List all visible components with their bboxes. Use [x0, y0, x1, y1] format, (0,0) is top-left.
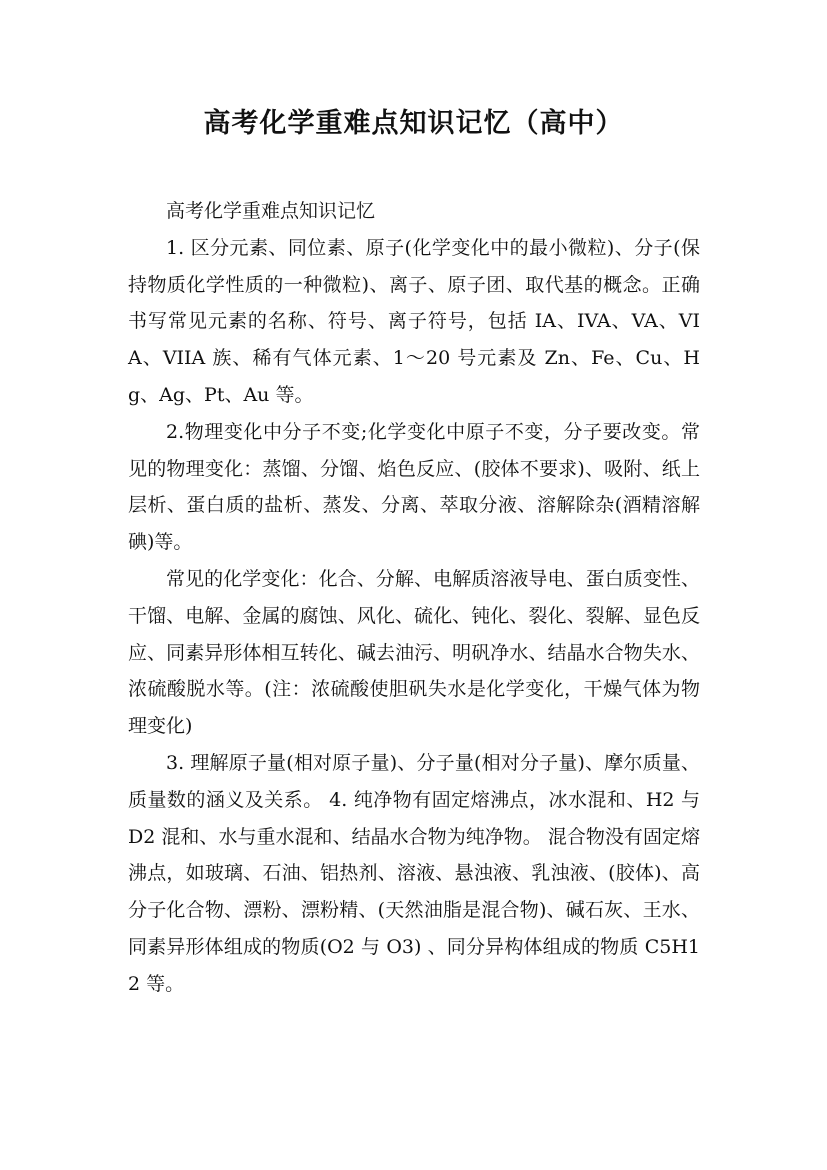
section-heading: 高考化学重难点知识记忆	[166, 200, 376, 222]
document-title: 高考化学重难点知识记忆（高中）	[203, 108, 624, 139]
paragraph-1: 1. 区分元素、同位素、原子(化学变化中的最小微粒)、分子(保持物质化学性质的一种微粒)、离子、原子团、取代基的概念。正确书写常见元素的名称、符号、离子符号，包括 IA、IVA、VA、VIA、VIIA 族、稀有气体元素、1～20 号元素及 Zn、Fe、Cu、Hg、Ag、Pt、Au 等。	[128, 236, 700, 406]
paragraph-2: 2.物理变化中分子不变;化学变化中原子不变，分子要改变。常见的物理变化：蒸馏、分馏、焰色反应、(胶体不要求)、吸附、纸上层析、蛋白质的盐析、蒸发、分离、萃取分液、溶解除杂(酒精溶解碘)等。	[128, 420, 700, 554]
paragraph-3: 常见的化学变化：化合、分解、电解质溶液导电、蛋白质变性、干馏、电解、金属的腐蚀、风化、硫化、钝化、裂化、裂解、显色反应、同素异形体相互转化、碱去油污、明矾净水、结晶水合物失水、浓硫酸脱水等。(注：浓硫酸使胆矾失水是化学变化，干燥气体为物理变化)	[128, 567, 700, 738]
document-body	[128, 193, 700, 1003]
paragraph-4: 3. 理解原子量(相对原子量)、分子量(相对分子量)、摩尔质量、质量数的涵义及关系。 4. 纯净物有固定熔沸点，冰水混和、H2 与 D2 混和、水与重水混和、结晶水合物为纯净物。 混合物没有固定熔沸点，如玻璃、石油、铝热剂、溶液、悬浊液、乳浊液、(胶体)、高分子化合物、漂粉、漂粉精、(天然油脂是混合物)、碱石灰、王水、同素异形体组成的物质(O2 与 O3) 、同分异构体组成的物质 C5H12 等。	[128, 751, 700, 995]
